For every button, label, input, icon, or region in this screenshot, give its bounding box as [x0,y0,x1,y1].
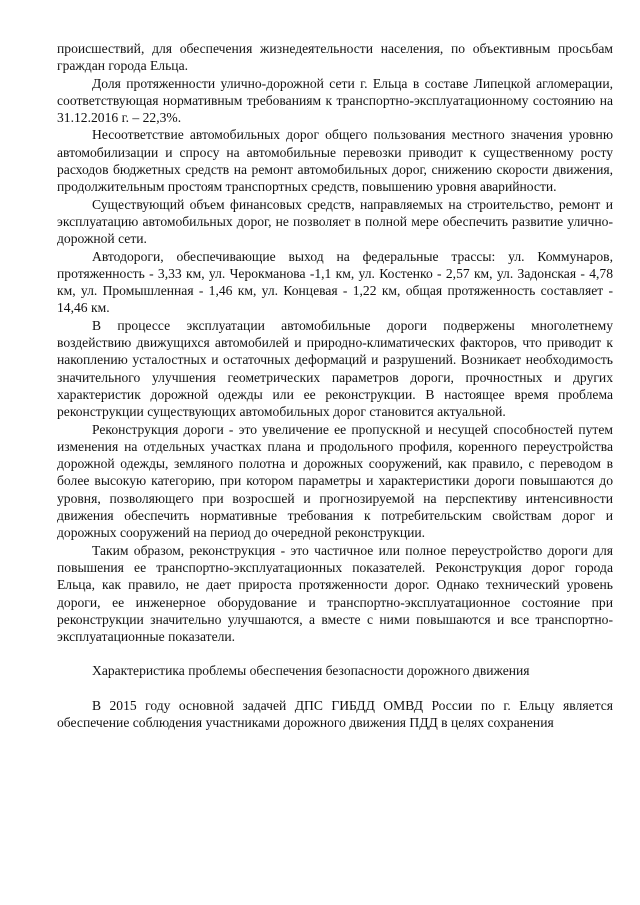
section-heading: Характеристика проблемы обеспечения безопасности дорожного движения [92,663,530,679]
paragraph-funding: Существующий объем финансовых средств, направляемых на строительство, ремонт и эксплуатацию автомобильных дорог, не позволяет в полной мере обеспечить развитие улично-дорожной сети. [57,196,613,247]
paragraph-exploitation: В процессе эксплуатации автомобильные дороги подвержены многолетнему воздействию движущихся автомобилей и природно-климатических факторов, что приводит к накоплению усталостных и остаточных деформаций и разрушений. Возникает необходимость значительного улучшения геометрических параметров дороги, прочностных и других характеристик дорожной одежды или ее реконструкции. В настоящее время проблема реконструкции существующих автомобильных дорог становится актуальной. [57,317,613,420]
paragraph-reconstruction-definition: Реконструкция дороги - это увеличение ее пропускной и несущей способностей путем изменения на отдельных участках плана и продольного профиля, коренного переустройства дорожной одежды, земляного полотна и дорожных сооружений, как правило, с переводом в более высокую категорию, при котором параметры и характеристики дороги повышаются до уровня, позволяющего при возросшей и прогнозируемой на перспективу интенсивности движения обеспечить нормативные требования к потребительским свойствам дорог и дорожных сооружений на период до очередной реконструкции. [57,421,613,541]
paragraph-reconstruction-summary: Таким образом, реконструкция - это частичное или полное переустройство дороги для повышения ее транспортно-эксплуатационных показателей. Реконструкция дорог города Ельца, как правило, не дает прироста протяженности дорог. Однако технический уровень дороги, ее инженерное оборудование и транспортно-эксплуатационное состояние при реконструкции значительно улучшаются, а вместе с ними повышаются и все транспортно-эксплуатационные показатели. [57,542,613,645]
document-page [57,40,613,731]
paragraph-federal-roads: Автодороги, обеспечивающие выход на федеральные трассы: ул. Коммунаров, протяженность - 3,33 км, ул. Черокманова -1,1 км, ул. Костенко - 2,57 км, ул. Задонская - 4,78 км, ул. Промышленная - 1,46 км, ул. Концевая - 1,22 км, общая протяженность составляет - 14,46 км. [57,248,613,316]
paragraph-continuation: происшествий, для обеспечения жизнедеятельности населения, по объективным просьбам граждан города Ельца. [57,41,613,74]
paragraph-traffic-safety: В 2015 году основной задачей ДПС ГИБДД ОМВД России по г. Ельцу является обеспечение соблюдения участниками дорожного движения ПДД в целях сохранения [57,697,613,730]
paragraph-road-share: Доля протяженности улично-дорожной сети г. Ельца в составе Липецкой агломерации, соответствующая нормативным требованиям к транспортно-эксплуатационному состоянию на 31.12.2016 г. – 22,3%. [57,75,613,126]
paragraph-road-mismatch: Несоответствие автомобильных дорог общего пользования местного значения уровню автомобилизации и спросу на автомобильные перевозки приводит к существенному росту расходов бюджетных средств на ремонт автомобильных дорог, снижению скорости движения, продолжительным простоям транспортных средств, повышению уровня аварийности. [57,127,613,195]
